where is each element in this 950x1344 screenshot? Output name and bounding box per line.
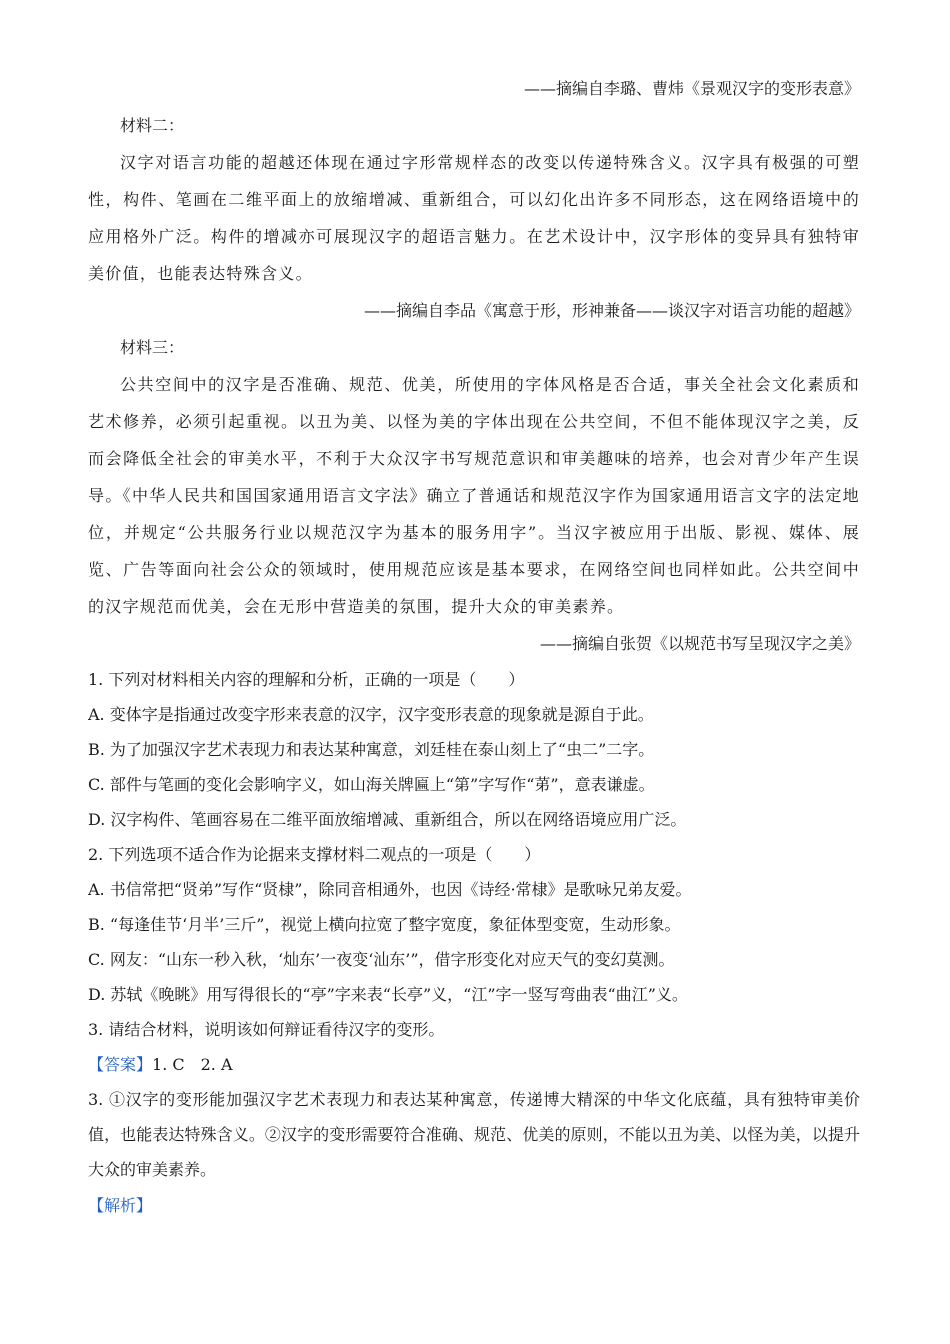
question-2-option-a: A. 书信常把“贤弟”写作“贤棣”，除同音相通外，也因《诗经·常棣》是歌咏兄弟友爱。 [88, 880, 692, 899]
answer-line [88, 1047, 860, 1082]
material-3-text: 公共空间中的汉字是否准确、规范、优美，所使用的字体风格是否合适，事关全社会文化素质和艺术修养，必须引起重视。以丑为美、以怪为美的字体出现在公共空间，不但不能体现汉字之美，反而会降低全社会的审美水平，不利于大众汉字书写规范意识和审美趣味的培养，也会对青少年产生误导。《中华人民共和国国家通用语言文字法》确立了普通话和规范汉字作为国家通用语言文字的法定地位，并规定“公共服务行业以规范汉字为基本的服务用字”。当汉字被应用于出版、影视、媒体、展览、广告等面向社会公众的领域时，使用规范应该是基本要求，在网络空间也同样如此。公共空间中的汉字规范而优美，会在无形中营造美的氛围，提升大众的审美素养。 [88, 375, 860, 616]
question-2-option-c: C. 网友：“山东一秒入秋，‘灿东’一夜变‘汕东’”，借字形变化对应天气的变幻莫测。 [88, 950, 675, 969]
analysis-line [88, 1187, 860, 1224]
question-1 [88, 662, 860, 837]
question-1-stem: 1. 下列对材料相关内容的理解和分析，正确的一项是（ ） [88, 670, 525, 689]
source-citation-1: ——摘编自李璐、曹炜《景观汉字的变形表意》 [523, 79, 860, 98]
answer-tag: 【答案】 [88, 1055, 153, 1074]
source-citation-2: ——摘编自李品《寓意于形，形神兼备——谈汉字对语言功能的超越》 [363, 301, 860, 320]
material-3-heading: 材料三： [120, 338, 185, 357]
material-2-paragraph [88, 144, 860, 292]
question-1-option-d: D. 汉字构件、笔画容易在二维平面放缩增减、重新组合，所以在网络语境应用广泛。 [88, 810, 687, 829]
answer-q3-text: 3. ①汉字的变形能加强汉字艺术表现力和表达某种寓意，传递博大精深的中华文化底蕴，具有独特审美价值，也能表达特殊含义。②汉字的变形需要符合准确、规范、优美的原则，不能以丑为美、以怪为美，以提升大众的审美素养。 [88, 1090, 860, 1179]
document-page [88, 70, 860, 1224]
material-2-heading: 材料二： [120, 116, 185, 135]
question-1-option-c: C. 部件与笔画的变化会影响字义，如山海关牌匾上“第”字写作“苐”，意表谦虚。 [88, 775, 655, 794]
source-citation-3: ——摘编自张贺《以规范书写呈现汉字之美》 [539, 634, 860, 653]
answer-short: 1. C 2. A [152, 1055, 233, 1074]
question-3-stem: 3. 请结合材料，说明该如何辩证看待汉字的变形。 [88, 1020, 445, 1039]
question-2-stem: 2. 下列选项不适合作为论据来支撑材料二观点的一项是（ ） [88, 845, 541, 864]
question-2 [88, 837, 860, 1012]
question-2-option-d: D. 苏轼《晚眺》用写得很长的“亭”字来表“长亭”义，“江”字一竖写弯曲表“曲江”义。 [88, 985, 688, 1004]
material-2-text: 汉字对语言功能的超越还体现在通过字形常规样态的改变以传递特殊含义。汉字具有极强的可塑性，构件、笔画在二维平面上的放缩增减、重新组合，可以幻化出许多不同形态，这在网络语境中的应用格外广泛。构件的增减亦可展现汉字的超语言魅力。在艺术设计中，汉字形体的变异具有独特审美价值，也能表达特殊含义。 [88, 153, 860, 283]
question-1-option-a: A. 变体字是指通过改变字形来表意的汉字，汉字变形表意的现象就是源自于此。 [88, 705, 654, 724]
question-2-option-b: B. “每逢佳节‘月半’三斤”，视觉上横向拉宽了整字宽度，象征体型变宽，生动形象。 [88, 915, 681, 934]
question-1-option-b: B. 为了加强汉字艺术表现力和表达某种寓意，刘廷桂在泰山刻上了“虫二”二字。 [88, 740, 655, 759]
material-3-paragraph [88, 366, 860, 625]
analysis-tag: 【解析】 [88, 1196, 153, 1215]
